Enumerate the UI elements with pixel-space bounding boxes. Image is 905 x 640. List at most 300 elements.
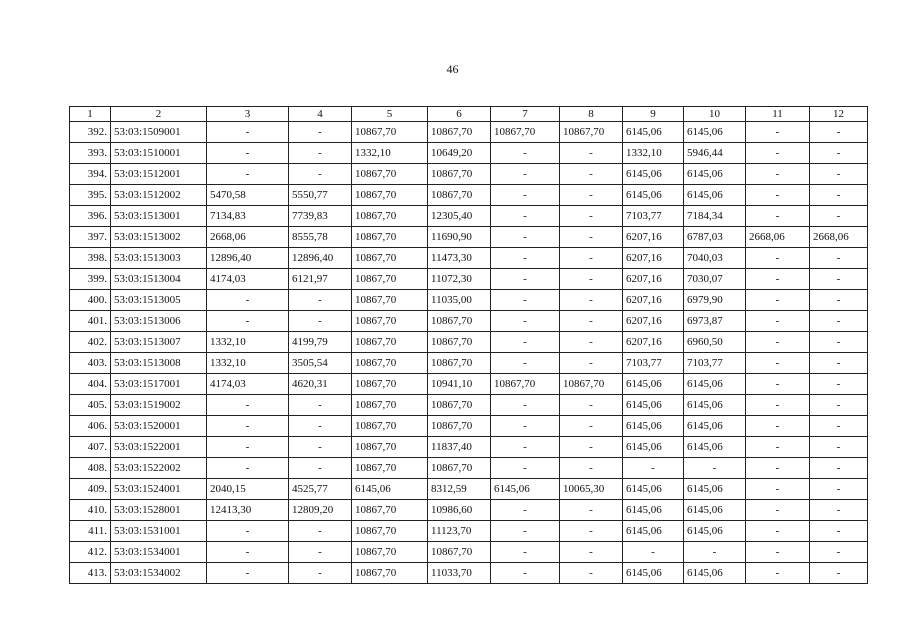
value-cell: 6207,16 (623, 290, 684, 311)
value-cell: - (207, 290, 289, 311)
value-cell: 10867,70 (352, 164, 428, 185)
value-cell: - (289, 437, 352, 458)
value-cell: 6207,16 (623, 269, 684, 290)
value-cell: 4199,79 (289, 332, 352, 353)
table-row (70, 206, 868, 227)
value-cell: 11473,30 (428, 248, 491, 269)
table-row (70, 311, 868, 332)
value-cell: - (560, 290, 623, 311)
value-cell: - (560, 416, 623, 437)
value-cell: - (810, 185, 868, 206)
value-cell: - (289, 563, 352, 584)
value-cell: 6207,16 (623, 332, 684, 353)
value-cell: - (810, 542, 868, 563)
value-cell: 6145,06 (684, 479, 746, 500)
value-cell: 1332,10 (623, 143, 684, 164)
value-cell: 6145,06 (623, 185, 684, 206)
value-cell: - (684, 458, 746, 479)
value-cell: 10867,70 (352, 416, 428, 437)
table-row (70, 458, 868, 479)
value-cell: - (810, 458, 868, 479)
table-header (70, 107, 868, 122)
value-cell: - (560, 164, 623, 185)
value-cell: 6145,06 (623, 500, 684, 521)
row-number-cell: 403. (70, 353, 111, 374)
value-cell: - (491, 206, 560, 227)
cadastral-id-cell: 53:03:1509001 (111, 122, 207, 143)
value-cell: 6145,06 (684, 185, 746, 206)
value-cell: - (491, 521, 560, 542)
value-cell: - (746, 290, 810, 311)
value-cell: 6145,06 (684, 521, 746, 542)
value-cell: 6145,06 (623, 521, 684, 542)
column-header: 11 (746, 107, 810, 122)
value-cell: - (810, 248, 868, 269)
value-cell: 10867,70 (352, 521, 428, 542)
value-cell: 11035,00 (428, 290, 491, 311)
table-row (70, 353, 868, 374)
value-cell: - (207, 416, 289, 437)
value-cell: - (560, 248, 623, 269)
table-row (70, 479, 868, 500)
value-cell: 10941,10 (428, 374, 491, 395)
value-cell: - (491, 143, 560, 164)
column-header: 4 (289, 107, 352, 122)
value-cell: 10867,70 (428, 458, 491, 479)
value-cell: - (684, 542, 746, 563)
value-cell: - (491, 458, 560, 479)
value-cell: 7103,77 (623, 206, 684, 227)
cadastral-id-cell: 53:03:1519002 (111, 395, 207, 416)
value-cell: 10867,70 (428, 542, 491, 563)
value-cell: 11033,70 (428, 563, 491, 584)
value-cell: 6787,03 (684, 227, 746, 248)
value-cell: - (289, 542, 352, 563)
value-cell: - (810, 521, 868, 542)
value-cell: 10867,70 (352, 311, 428, 332)
row-number-cell: 410. (70, 500, 111, 521)
table-body (70, 122, 868, 584)
value-cell: - (810, 206, 868, 227)
table-row (70, 437, 868, 458)
value-cell: 10867,70 (352, 458, 428, 479)
value-cell: 10867,70 (352, 227, 428, 248)
value-cell: 6973,87 (684, 311, 746, 332)
value-cell: 12809,20 (289, 500, 352, 521)
row-number-cell: 409. (70, 479, 111, 500)
value-cell: 7040,03 (684, 248, 746, 269)
value-cell: 12413,30 (207, 500, 289, 521)
value-cell: - (491, 269, 560, 290)
value-cell: 7103,77 (623, 353, 684, 374)
value-cell: - (289, 311, 352, 332)
value-cell: - (207, 458, 289, 479)
value-cell: - (746, 185, 810, 206)
value-cell: 2040,15 (207, 479, 289, 500)
value-cell: - (810, 374, 868, 395)
value-cell: 10867,70 (352, 269, 428, 290)
value-cell: - (491, 353, 560, 374)
column-header: 9 (623, 107, 684, 122)
value-cell: - (810, 437, 868, 458)
value-cell: 6145,06 (684, 164, 746, 185)
table-row (70, 164, 868, 185)
row-number-cell: 395. (70, 185, 111, 206)
table-row (70, 542, 868, 563)
value-cell: 6121,97 (289, 269, 352, 290)
value-cell: - (810, 416, 868, 437)
value-cell: 12896,40 (289, 248, 352, 269)
value-cell: - (746, 458, 810, 479)
value-cell: - (746, 122, 810, 143)
value-cell: 6145,06 (352, 479, 428, 500)
value-cell: - (560, 521, 623, 542)
value-cell: 10867,70 (428, 353, 491, 374)
value-cell: 10867,70 (428, 164, 491, 185)
value-cell: - (746, 164, 810, 185)
value-cell: - (491, 227, 560, 248)
value-cell: 10867,70 (560, 122, 623, 143)
value-cell: - (810, 332, 868, 353)
value-cell: 10867,70 (352, 290, 428, 311)
value-cell: 10867,70 (428, 395, 491, 416)
value-cell: - (491, 542, 560, 563)
row-number-cell: 408. (70, 458, 111, 479)
cadastral-id-cell: 53:03:1513007 (111, 332, 207, 353)
value-cell: - (207, 311, 289, 332)
value-cell: - (746, 479, 810, 500)
cadastral-id-cell: 53:03:1534002 (111, 563, 207, 584)
value-cell: 12896,40 (207, 248, 289, 269)
value-cell: 6145,06 (623, 374, 684, 395)
value-cell: - (560, 185, 623, 206)
value-cell: 10867,70 (352, 353, 428, 374)
value-cell: 11123,70 (428, 521, 491, 542)
value-cell: - (746, 332, 810, 353)
value-cell: - (560, 458, 623, 479)
value-cell: - (491, 332, 560, 353)
value-cell: - (491, 185, 560, 206)
row-number-cell: 405. (70, 395, 111, 416)
column-header: 2 (111, 107, 207, 122)
value-cell: - (746, 563, 810, 584)
cadastral-id-cell: 53:03:1513005 (111, 290, 207, 311)
cadastral-id-cell: 53:03:1531001 (111, 521, 207, 542)
value-cell: - (810, 164, 868, 185)
value-cell: 6145,06 (684, 437, 746, 458)
value-cell: - (746, 206, 810, 227)
value-cell: - (560, 437, 623, 458)
row-number-cell: 404. (70, 374, 111, 395)
value-cell: 11072,30 (428, 269, 491, 290)
row-number-cell: 399. (70, 269, 111, 290)
value-cell: 11690,90 (428, 227, 491, 248)
value-cell: - (560, 353, 623, 374)
value-cell: 10867,70 (352, 395, 428, 416)
table-row (70, 332, 868, 353)
table-row (70, 248, 868, 269)
value-cell: - (810, 269, 868, 290)
value-cell: 6145,06 (623, 437, 684, 458)
cadastral-id-cell: 53:03:1512002 (111, 185, 207, 206)
value-cell: - (746, 437, 810, 458)
value-cell: - (491, 416, 560, 437)
table-row (70, 269, 868, 290)
value-cell: - (810, 122, 868, 143)
value-cell: 10867,70 (428, 122, 491, 143)
value-cell: 7134,83 (207, 206, 289, 227)
cadastral-id-cell: 53:03:1512001 (111, 164, 207, 185)
value-cell: - (746, 374, 810, 395)
value-cell: 10867,70 (352, 185, 428, 206)
value-cell: 5470,58 (207, 185, 289, 206)
value-cell: 3505,54 (289, 353, 352, 374)
value-cell: 1332,10 (207, 332, 289, 353)
value-cell: - (560, 143, 623, 164)
value-cell: - (810, 479, 868, 500)
value-cell: - (746, 395, 810, 416)
value-cell: 10867,70 (428, 332, 491, 353)
value-cell: 10867,70 (352, 542, 428, 563)
value-cell: 5550,77 (289, 185, 352, 206)
value-cell: 10649,20 (428, 143, 491, 164)
table-row (70, 185, 868, 206)
row-number-cell: 402. (70, 332, 111, 353)
value-cell: 10867,70 (491, 122, 560, 143)
value-cell: - (746, 143, 810, 164)
value-cell: 10867,70 (491, 374, 560, 395)
value-cell: 7030,07 (684, 269, 746, 290)
value-cell: - (560, 563, 623, 584)
table-row (70, 143, 868, 164)
cadastral-id-cell: 53:03:1513004 (111, 269, 207, 290)
value-cell: 6979,90 (684, 290, 746, 311)
value-cell: 4174,03 (207, 374, 289, 395)
value-cell: - (746, 269, 810, 290)
row-number-cell: 401. (70, 311, 111, 332)
value-cell: 6145,06 (684, 395, 746, 416)
column-header: 8 (560, 107, 623, 122)
row-number-cell: 398. (70, 248, 111, 269)
row-number-cell: 412. (70, 542, 111, 563)
column-header: 5 (352, 107, 428, 122)
column-header: 3 (207, 107, 289, 122)
cadastral-id-cell: 53:03:1534001 (111, 542, 207, 563)
table-row (70, 395, 868, 416)
header-row (70, 107, 868, 122)
row-number-cell: 411. (70, 521, 111, 542)
value-cell: - (810, 290, 868, 311)
value-cell: 10867,70 (428, 311, 491, 332)
value-cell: 10867,70 (560, 374, 623, 395)
value-cell: - (810, 395, 868, 416)
value-cell: - (289, 122, 352, 143)
row-number-cell: 406. (70, 416, 111, 437)
value-cell: 1332,10 (207, 353, 289, 374)
value-cell: - (810, 563, 868, 584)
value-cell: 6145,06 (623, 479, 684, 500)
value-cell: - (207, 563, 289, 584)
value-cell: - (207, 542, 289, 563)
column-header: 6 (428, 107, 491, 122)
column-header: 7 (491, 107, 560, 122)
value-cell: 6145,06 (491, 479, 560, 500)
value-cell: - (207, 143, 289, 164)
value-cell: 6145,06 (623, 563, 684, 584)
cadastral-id-cell: 53:03:1513008 (111, 353, 207, 374)
value-cell: 6145,06 (684, 500, 746, 521)
value-cell: - (491, 290, 560, 311)
value-cell: 6145,06 (684, 122, 746, 143)
value-cell: - (207, 122, 289, 143)
value-cell: 6960,50 (684, 332, 746, 353)
row-number-cell: 393. (70, 143, 111, 164)
value-cell: 6207,16 (623, 227, 684, 248)
value-cell: 7184,34 (684, 206, 746, 227)
cadastral-id-cell: 53:03:1510001 (111, 143, 207, 164)
value-cell: 4525,77 (289, 479, 352, 500)
value-cell: - (746, 416, 810, 437)
value-cell: 10867,70 (428, 416, 491, 437)
page-number: 46 (446, 62, 459, 76)
value-cell: 6145,06 (684, 416, 746, 437)
value-cell: 2668,06 (810, 227, 868, 248)
cadastral-id-cell: 53:03:1513002 (111, 227, 207, 248)
value-cell: - (746, 521, 810, 542)
value-cell: - (289, 143, 352, 164)
value-cell: - (560, 542, 623, 563)
value-cell: - (207, 395, 289, 416)
value-cell: - (491, 395, 560, 416)
value-cell: - (491, 311, 560, 332)
table-row (70, 227, 868, 248)
value-cell: - (746, 542, 810, 563)
value-cell: 6145,06 (684, 563, 746, 584)
cadastral-id-cell: 53:03:1520001 (111, 416, 207, 437)
value-cell: - (560, 206, 623, 227)
value-cell: - (207, 521, 289, 542)
value-cell: - (560, 500, 623, 521)
value-cell: - (560, 332, 623, 353)
value-cell: - (746, 353, 810, 374)
value-cell: 6207,16 (623, 311, 684, 332)
value-cell: 4620,31 (289, 374, 352, 395)
value-cell: - (560, 227, 623, 248)
cadastral-id-cell: 53:03:1528001 (111, 500, 207, 521)
cadastral-id-cell: 53:03:1522001 (111, 437, 207, 458)
value-cell: 10065,30 (560, 479, 623, 500)
row-number-cell: 400. (70, 290, 111, 311)
value-cell: 7103,77 (684, 353, 746, 374)
cadastral-id-cell: 53:03:1524001 (111, 479, 207, 500)
table-row (70, 416, 868, 437)
value-cell: 10867,70 (428, 185, 491, 206)
value-cell: - (491, 563, 560, 584)
cadastral-id-cell: 53:03:1522002 (111, 458, 207, 479)
value-cell: 12305,40 (428, 206, 491, 227)
row-number-cell: 407. (70, 437, 111, 458)
value-cell: 6207,16 (623, 248, 684, 269)
value-cell: - (560, 395, 623, 416)
row-number-cell: 394. (70, 164, 111, 185)
row-number-cell: 413. (70, 563, 111, 584)
table-row (70, 290, 868, 311)
value-cell: 10867,70 (352, 122, 428, 143)
data-table (69, 106, 868, 584)
cadastral-id-cell: 53:03:1517001 (111, 374, 207, 395)
value-cell: 6145,06 (684, 374, 746, 395)
cadastral-id-cell: 53:03:1513006 (111, 311, 207, 332)
table-row (70, 521, 868, 542)
value-cell: 10986,60 (428, 500, 491, 521)
value-cell: 6145,06 (623, 164, 684, 185)
value-cell: - (207, 164, 289, 185)
value-cell: 10867,70 (352, 248, 428, 269)
value-cell: - (810, 353, 868, 374)
value-cell: 10867,70 (352, 437, 428, 458)
value-cell: - (491, 164, 560, 185)
row-number-cell: 396. (70, 206, 111, 227)
value-cell: 1332,10 (352, 143, 428, 164)
value-cell: - (491, 500, 560, 521)
value-cell: - (560, 269, 623, 290)
value-cell: 2668,06 (207, 227, 289, 248)
table-row (70, 374, 868, 395)
value-cell: 6145,06 (623, 416, 684, 437)
value-cell: - (810, 500, 868, 521)
value-cell: - (746, 248, 810, 269)
column-header: 12 (810, 107, 868, 122)
value-cell: - (560, 311, 623, 332)
value-cell: 10867,70 (352, 500, 428, 521)
value-cell: 6145,06 (623, 395, 684, 416)
cadastral-id-cell: 53:03:1513001 (111, 206, 207, 227)
value-cell: - (289, 290, 352, 311)
value-cell: 8555,78 (289, 227, 352, 248)
value-cell: - (289, 458, 352, 479)
value-cell: - (207, 437, 289, 458)
column-header: 10 (684, 107, 746, 122)
value-cell: 10867,70 (352, 206, 428, 227)
value-cell: - (491, 248, 560, 269)
value-cell: - (289, 164, 352, 185)
value-cell: - (810, 311, 868, 332)
value-cell: - (746, 500, 810, 521)
value-cell: 11837,40 (428, 437, 491, 458)
value-cell: 10867,70 (352, 374, 428, 395)
row-number-cell: 397. (70, 227, 111, 248)
value-cell: 10867,70 (352, 563, 428, 584)
table-row (70, 122, 868, 143)
table-row (70, 500, 868, 521)
value-cell: - (810, 143, 868, 164)
value-cell: - (623, 458, 684, 479)
value-cell: 10867,70 (352, 332, 428, 353)
value-cell: 4174,03 (207, 269, 289, 290)
column-header: 1 (70, 107, 111, 122)
value-cell: - (289, 395, 352, 416)
value-cell: 2668,06 (746, 227, 810, 248)
value-cell: 8312,59 (428, 479, 491, 500)
row-number-cell: 392. (70, 122, 111, 143)
value-cell: - (623, 542, 684, 563)
value-cell: - (289, 521, 352, 542)
value-cell: 5946,44 (684, 143, 746, 164)
value-cell: - (746, 311, 810, 332)
value-cell: 7739,83 (289, 206, 352, 227)
value-cell: - (491, 437, 560, 458)
value-cell: 6145,06 (623, 122, 684, 143)
